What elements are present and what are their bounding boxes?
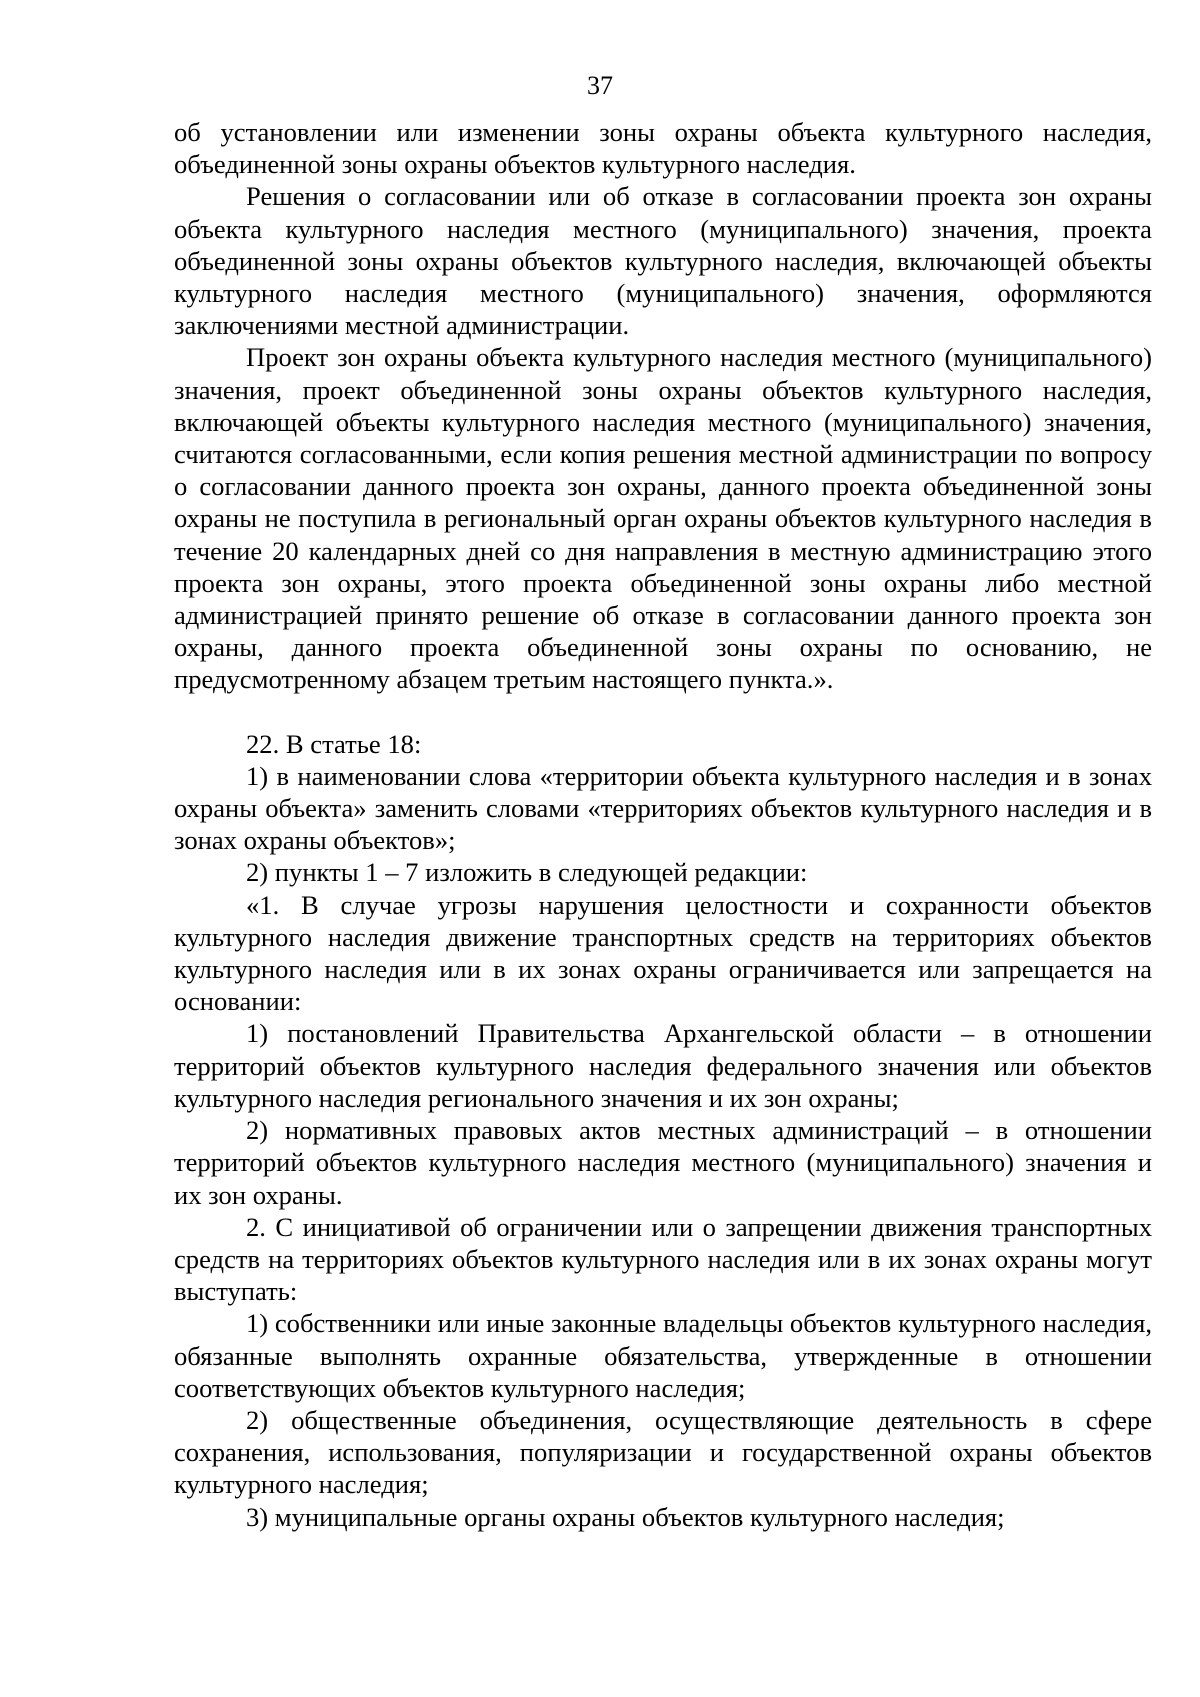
paragraph-point-2-sub-1: 1) собственники или иные законные владельцы объектов культурного наследия, обязанные выполнять охранные обязательства, утвержденные в отношении соответствующих объектов культурного наследия; [174,1308,1152,1403]
paragraph-item-22: 22. В статье 18: [246,728,422,759]
page-number: 37 [587,71,613,100]
paragraph-point-2-sub-3: 3) муниципальные органы охраны объектов культурного наследия; [246,1501,1005,1532]
paragraph-continuation: об установлении или изменении зоны охраны объекта культурного наследия, объединенной зоны охраны объектов культурного наследия. [174,117,1152,180]
paragraph-gap [174,696,1152,728]
paragraph-point-1-sub-1: 1) постановлений Правительства Архангельской области – в отношении территорий объектов культурного наследия федерального значения или объектов культурного наследия регионального значения и их зон охраны; [174,1018,1152,1113]
paragraph-point-1: «1. В случае угрозы нарушения целостности и сохранности объектов культурного наследия движение транспортных средств на территориях объектов культурного наследия или в их зонах охраны ограничивается или запрещается на основании: [174,889,1152,1017]
document-body [174,116,1152,1533]
paragraph-decisions: Решения о согласовании или об отказе в согласовании проекта зон охраны объекта культурного наследия местного (муниципального) значения, проекта объединенной зоны охраны объектов культурного наследия, включающей объекты культурного наследия местного (муниципального) значения, оформляются заключениями местной администрации. [174,181,1152,341]
paragraph-subitem-2: 2) пункты 1 – 7 изложить в следующей редакции: [246,857,808,888]
paragraph-subitem-1: 1) в наименовании слова «территории объекта культурного наследия и в зонах охраны объекта» заменить словами «территориях объектов культурного наследия и в зонах охраны объектов»; [174,760,1152,856]
paragraph-point-2: 2. С инициативой об ограничении или о запрещении движения транспортных средств на территориях объектов культурного наследия или в их зонах охраны могут выступать: [174,1211,1152,1307]
paragraph-project-approval: Проект зон охраны объекта культурного наследия местного (муниципального) значения, проект объединенной зоны охраны объектов культурного наследия, включающей объекты культурного наследия местного (муниципального) значения, считаются согласованными, если копия решения местной администрации по вопросу о согласовании данного проекта зон охраны, данного проекта объединенной зоны охраны не поступила в региональный орган охраны объектов культурного наследия в течение 20 календарных дней со дня направления в местную администрацию этого проекта зон охраны, этого проекта объединенной зоны охраны либо местной администрацией принято решение об отказе в согласовании данного проекта зон охраны, данного проекта объединенной зоны охраны по основанию, не предусмотренному абзацем третьим настоящего пункта.». [174,342,1152,695]
paragraph-point-2-sub-2: 2) общественные объединения, осуществляющие деятельность в сфере сохранения, использования, популяризации и государственной охраны объектов культурного наследия; [174,1404,1152,1500]
paragraph-point-1-sub-2: 2) нормативных правовых актов местных администраций – в отношении территорий объектов культурного наследия местного (муниципального) значения и их зон охраны. [174,1115,1152,1210]
